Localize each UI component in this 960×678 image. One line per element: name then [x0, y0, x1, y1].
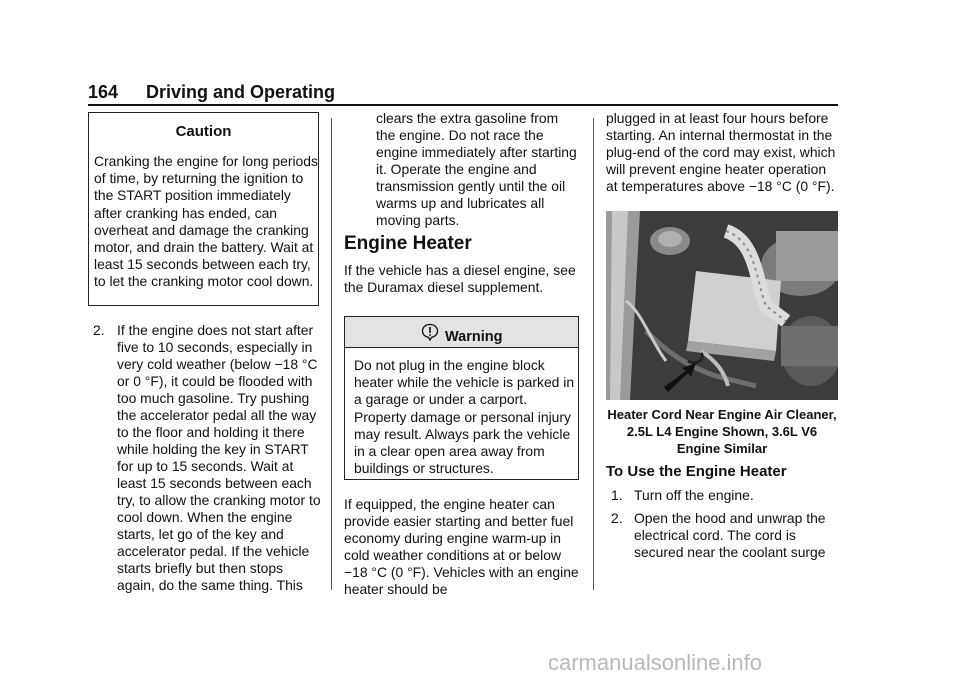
figure-caption: Heater Cord Near Engine Air Cleaner, 2.5L L4 Engine Shown, 3.6L V6 Engine Similar [607, 407, 837, 456]
equipped-paragraph: If equipped, the engine heater can provide easier starting and better fuel economy during engine warm-up in cold weather conditions at or below −18 °C (0 °F). Vehicles with an engine heater should be [344, 496, 579, 597]
page-header [88, 82, 838, 104]
warning-header [345, 317, 578, 348]
warning-box [344, 316, 579, 480]
engine-bay-photo [606, 211, 838, 400]
list-number: 2. [611, 510, 623, 526]
section-title: Driving and Operating [146, 82, 336, 102]
caution-box [88, 112, 319, 306]
warning-title: Warning [444, 329, 503, 345]
column-divider [331, 118, 332, 590]
diesel-note: If the vehicle has a diesel engine, see the Duramax diesel supplement. [344, 262, 576, 295]
list-number: 1. [611, 487, 623, 503]
column-divider [593, 118, 594, 590]
engine-heater-heading: Engine Heater [344, 233, 472, 254]
list-item [606, 510, 838, 570]
continuation-text: clears the extra gasoline from the engine. Do not race the engine immediately after starting it. Operate the engine and transmission gently until the oil warms up and lubricates all moving parts. [376, 110, 577, 228]
list-text: If the engine does not start after five to 10 seconds, especially in very cold weather (below −18 °C or 0 °F), it could be flooded with too much gasoline. Try pushing the accelerator pedal all the way to the floor and holding it there while holding the key in START for up to 15 seconds. Wait at least 15 seconds between each try, to allow the cranking motor to cool down. When the engine starts, let go of the key and accelerator pedal. If the vehicle starts briefly but then stops again, do the same thing. This [117, 322, 321, 593]
list-item [606, 487, 838, 507]
caution-title: Caution [175, 123, 232, 140]
list-text: Turn off the engine. [634, 487, 754, 503]
caution-body: Cranking the engine for long periods of time, by returning the ignition to the START position immediately after cranking has ended, can overheat and damage the cranking motor, and drain the battery. Wait at least 15 seconds between each try, to let the cranking motor cool down. [94, 153, 318, 290]
continuation-text: plugged in at least four hours before starting. An internal thermostat in the plug-end of the cord may exist, which will prevent engine heater operation at temperatures above −18 °C (0 °F). [606, 110, 836, 194]
warning-icon [421, 323, 439, 341]
warning-body: Do not plug in the engine block heater while the vehicle is parked in a garage or under a carport. Property damage or personal injury may result. Always park the vehicle in a clear open area away from buildings or structures. [354, 357, 575, 477]
list-item [88, 322, 323, 593]
header-rule [88, 104, 838, 106]
watermark: carmanualsonline.info [548, 650, 763, 675]
use-heater-heading: To Use the Engine Heater [606, 463, 787, 480]
list-text: Open the hood and unwrap the electrical cord. The cord is secured near the coolant surge [634, 510, 826, 560]
page-number: 164 [88, 82, 119, 102]
list-number: 2. [93, 322, 105, 338]
